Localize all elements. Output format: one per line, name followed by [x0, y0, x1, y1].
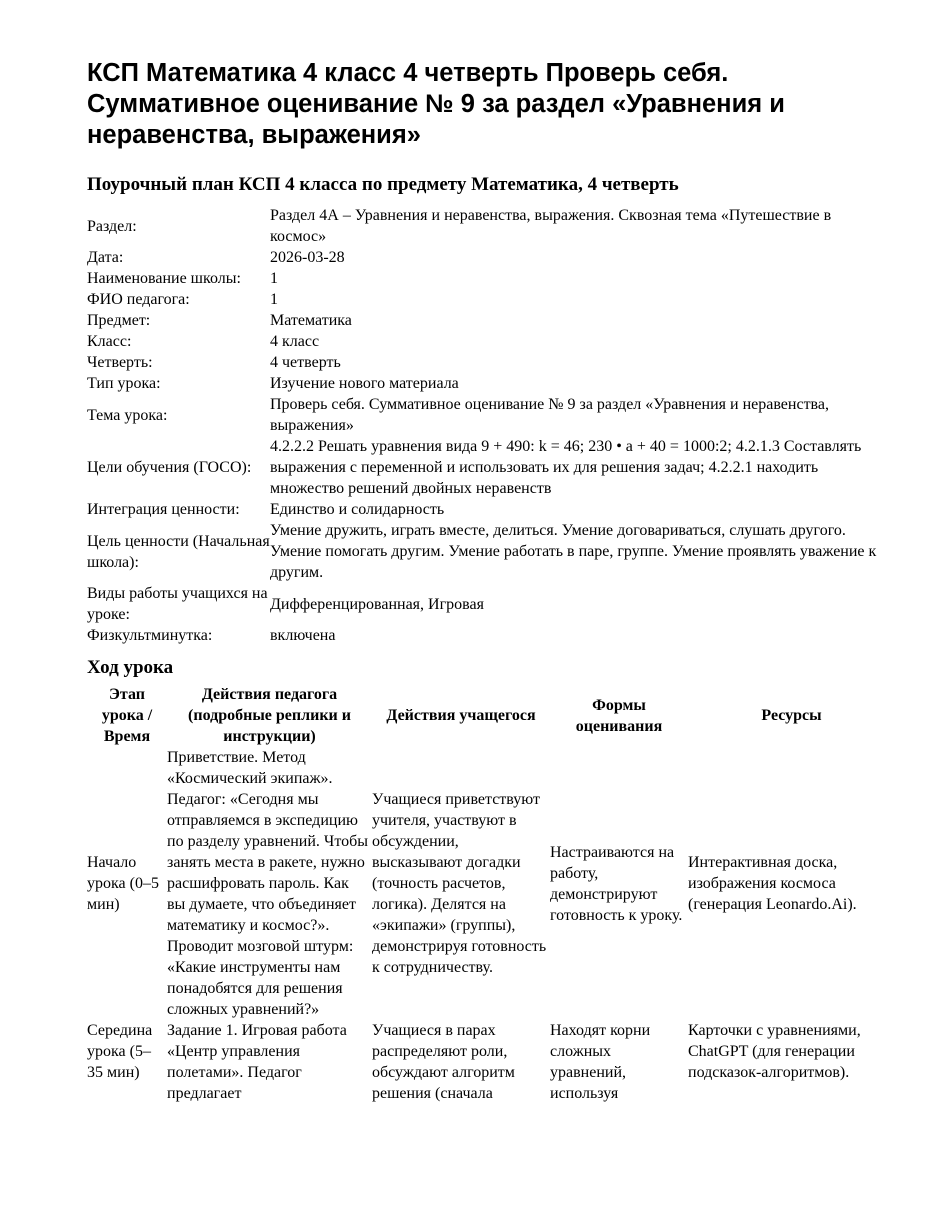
cell-teacher: Задание 1. Игровая работа «Центр управления полетами». Педагог предлагает: [167, 1022, 347, 1102]
table-row: [87, 1020, 895, 1104]
info-key: Цель ценности (Начальная школа):: [87, 532, 270, 571]
document-title: КСП Математика 4 класс 4 четверть Проверь себя. Суммативное оценивание № 9 за раздел «Уравнения и неравенства, выражения»: [87, 59, 785, 149]
info-value: Умение дружить, играть вместе, делиться. Умение договариваться, слушать другого. Умение помогать другим. Умение работать в паре, группе. Умение проявлять уважение к другим.: [270, 522, 877, 581]
info-key: Предмет:: [87, 312, 151, 329]
lesson-plan-table: [87, 684, 895, 1104]
header-stage: Этап урока / Время: [101, 686, 153, 745]
info-row: [87, 205, 890, 247]
info-row: [87, 289, 890, 310]
info-value: 2026-03-28: [270, 249, 345, 266]
cell-assessment: Находят корни сложных уравнений, используя: [550, 1022, 651, 1102]
info-key: Интеграция ценности:: [87, 501, 240, 518]
info-value: 4 четверть: [270, 354, 341, 371]
info-value: 1: [270, 270, 278, 287]
info-key: Тема урока:: [87, 406, 168, 424]
table-row: [87, 747, 895, 1020]
info-row: [87, 373, 890, 394]
cell-student: Учащиеся в парах распределяют роли, обсуждают алгоритм решения (сначала: [372, 1022, 515, 1102]
info-row: [87, 310, 890, 331]
info-row: [87, 625, 890, 646]
info-row: [87, 268, 890, 289]
cell-stage: Середина урока (5–35 мин): [87, 1022, 153, 1081]
info-value: включена: [270, 627, 336, 644]
info-value: Дифференцированная, Игровая: [270, 595, 484, 613]
info-key: ФИО педагога:: [87, 291, 190, 308]
header-student-actions: Действия учащегося: [386, 707, 536, 724]
info-value: 4 класс: [270, 333, 320, 350]
info-row: [87, 499, 890, 520]
info-row: [87, 247, 890, 268]
info-value: 4.2.2.2 Решать уравнения вида 9 + 490: k = 46; 230 • a + 40 = 1000:2; 4.2.1.3 Составлять выражения с переменной и использовать их для решения задач; 4.2.2.1 находить множество решений двойных неравенств: [270, 438, 862, 497]
header-teacher-actions: Действия педагога (подробные реплики и инструкции): [188, 686, 351, 745]
info-value: Единство и солидарность: [270, 501, 445, 518]
document-page: [87, 58, 895, 1104]
cell-student: Учащиеся приветствуют учителя, участвуют в обсуждении, высказывают догадки (точность расчетов, логика). Делятся на «экипажи» (группы), демонстрируя готовность к сотрудничеству.: [372, 791, 547, 976]
header-assessment: Формы оценивания: [575, 696, 663, 735]
cell-resources: Интерактивная доска, изображения космоса (генерация Leonardo.Ai).: [688, 854, 857, 913]
info-value: Раздел 4А – Уравнения и неравенства, выражения. Сквозная тема «Путешествие в космос»: [270, 207, 832, 245]
info-row: [87, 394, 890, 436]
info-row: [87, 352, 890, 373]
lesson-header-row: [87, 684, 895, 747]
info-row: [87, 436, 890, 499]
lesson-info-table: [87, 205, 890, 646]
info-key: Класс:: [87, 333, 132, 350]
cell-assessment: Настраиваются на работу, демонстрируют готовность к уроку.: [550, 843, 683, 924]
info-key: Раздел:: [87, 217, 137, 235]
info-value: Математика: [270, 312, 352, 329]
cell-teacher: Приветствие. Метод «Космический экипаж». Педагог: «Сегодня мы отправляемся в экспедицию по разделу уравнений. Чтобы занять места в ракете, нужно расшифровать пароль. Как вы думаете, что объединяет математику и космос?». Проводит мозговой штурм: «Какие инструменты нам понадобятся для решения сложных уравнений?»: [167, 749, 368, 1018]
plan-subtitle: Поурочный план КСП 4 класса по предмету Математика, 4 четверть: [87, 174, 679, 195]
cell-resources: Карточки с уравнениями, ChatGPT (для генерации подсказок-алгоритмов).: [688, 1022, 861, 1081]
info-row: [87, 331, 890, 352]
info-key: Цели обучения (ГОСО):: [87, 459, 252, 476]
info-key: Наименование школы:: [87, 270, 241, 287]
info-key: Тип урока:: [87, 375, 161, 392]
info-key: Физкультминутка:: [87, 627, 213, 644]
info-key: Виды работы учащихся на уроке:: [87, 585, 268, 623]
header-resources: Ресурсы: [761, 707, 822, 724]
info-row: [87, 583, 890, 625]
info-key: Четверть:: [87, 354, 153, 371]
info-value: 1: [270, 291, 278, 308]
info-value: Изучение нового материала: [270, 375, 459, 392]
info-key: Дата:: [87, 249, 124, 266]
lesson-heading: Ход урока: [87, 657, 174, 678]
info-row: [87, 520, 890, 583]
info-value: Проверь себя. Суммативное оценивание № 9 за раздел «Уравнения и неравенства, выражения»: [270, 396, 829, 434]
cell-stage: Начало урока (0–5 мин): [87, 854, 159, 913]
